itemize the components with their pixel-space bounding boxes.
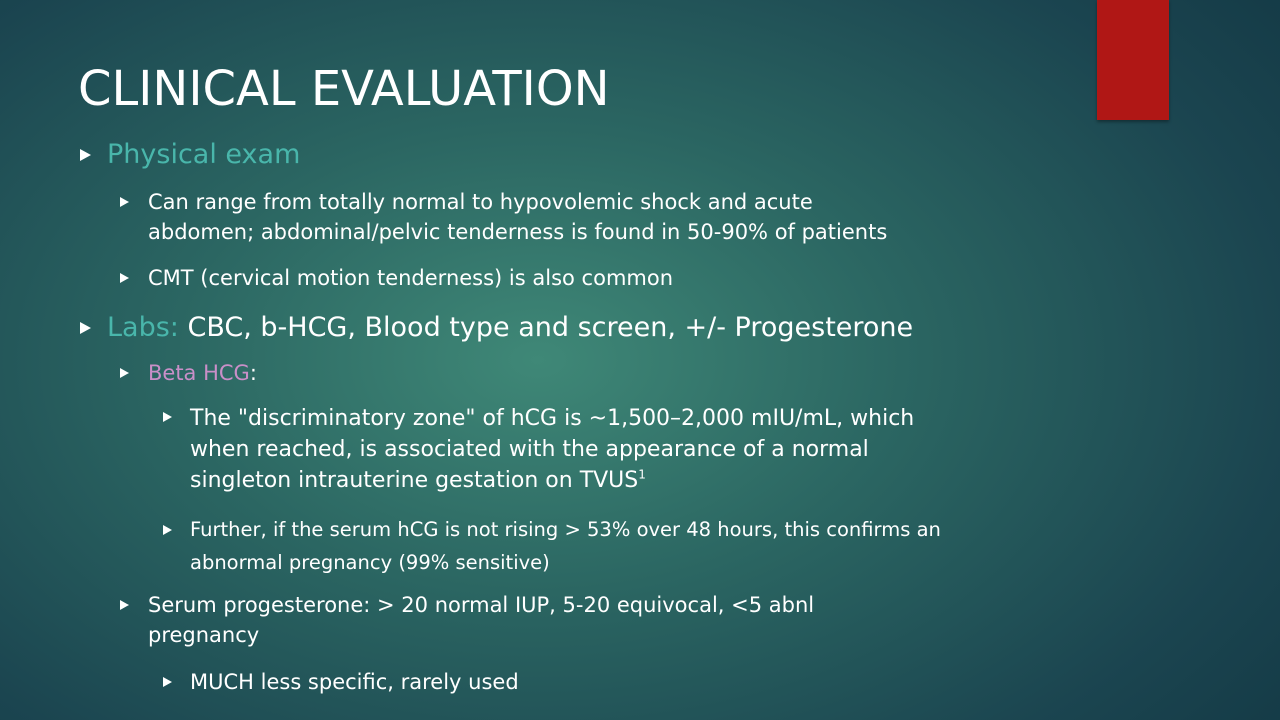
- bullet-arrow-icon: [120, 600, 129, 610]
- bullet-arrow-icon: [120, 273, 129, 283]
- bullet-arrow-icon: [163, 412, 172, 422]
- accent-tab: [1097, 0, 1169, 120]
- beta-hcg-point-1-line-3-text: singleton intrauterine gestation on TVUS: [190, 468, 639, 493]
- progesterone-point-line-2: pregnancy: [148, 623, 260, 647]
- physical-exam-heading: Physical exam: [107, 139, 301, 170]
- reference-superscript: 1: [638, 467, 646, 482]
- bullet-arrow-icon: [163, 525, 172, 535]
- bullet-arrow-icon: [120, 368, 129, 378]
- physical-exam-point-1-line-1: Can range from totally normal to hypovolemic shock and acute: [148, 190, 813, 214]
- bullet-arrow-icon: [80, 149, 91, 161]
- beta-hcg-heading: [148, 358, 257, 388]
- physical-exam-point-2: CMT (cervical motion tenderness) is also common: [148, 266, 674, 290]
- beta-hcg-point-2-line-2: abnormal pregnancy (99% sensitive): [190, 551, 550, 574]
- progesterone-sub-point: MUCH less specific, rarely used: [190, 670, 519, 694]
- beta-hcg-point-1-line-2: when reached, is associated with the appearance of a normal: [190, 437, 869, 462]
- progesterone-point-line-1: Serum progesterone: > 20 normal IUP, 5-20 equivocal, <5 abnl: [148, 593, 815, 617]
- beta-hcg-point-2-line-1: Further, if the serum hCG is not rising > 53% over 48 hours, this confirms an: [190, 518, 941, 541]
- beta-hcg-point-1-line-1: The "discriminatory zone" of hCG is ~1,500–2,000 mIU/mL, which: [190, 406, 915, 431]
- bullet-arrow-icon: [120, 197, 129, 207]
- physical-exam-point-1: [148, 187, 887, 247]
- labs-heading: [107, 311, 913, 345]
- progesterone-point: [148, 590, 814, 650]
- beta-hcg-point-1-line-3: [190, 465, 914, 496]
- labs-label: Labs:: [107, 312, 179, 343]
- beta-hcg-point-1: [190, 403, 914, 496]
- beta-hcg-point-2: [190, 513, 941, 579]
- labs-text: CBC, b-HCG, Blood type and screen, +/- Progesterone: [178, 312, 914, 343]
- beta-hcg-label: Beta HCG: [148, 361, 250, 385]
- beta-hcg-suffix: :: [249, 361, 257, 385]
- bullet-arrow-icon: [80, 322, 91, 334]
- bullet-arrow-icon: [163, 677, 172, 687]
- physical-exam-point-1-line-2: abdomen; abdominal/pelvic tenderness is found in 50-90% of patients: [148, 220, 888, 244]
- slide-title: CLINICAL EVALUATION: [78, 61, 610, 117]
